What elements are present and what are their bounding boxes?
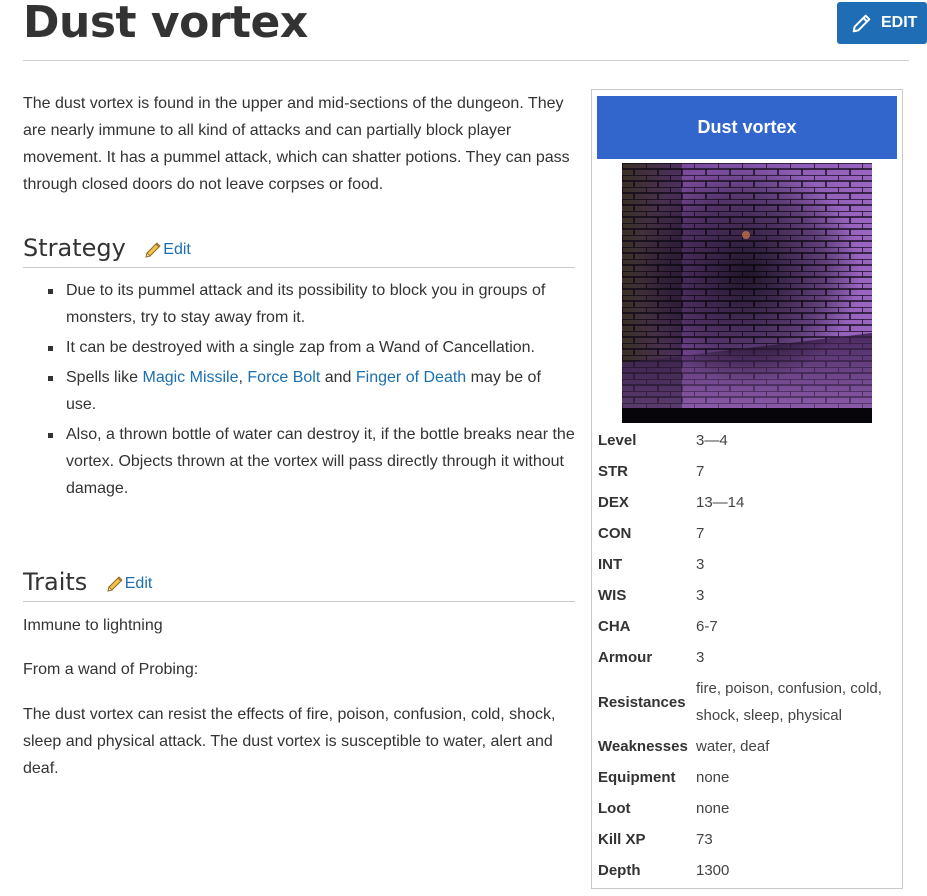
stat-label: DEX [598, 494, 629, 511]
dungeon-wall-image [622, 163, 872, 423]
stat-label: CHA [598, 618, 631, 635]
stat-value: 73 [696, 831, 713, 848]
stat-label: Resistances [598, 693, 686, 711]
stats-table [598, 425, 898, 886]
edit-page-label: EDIT [881, 14, 918, 31]
strategy-edit-link[interactable] [144, 241, 191, 258]
stat-row [598, 518, 898, 549]
edit-page-button[interactable] [837, 2, 927, 44]
stat-value: 3 [696, 556, 705, 573]
traits-heading [23, 568, 575, 602]
traits-paragraph: From a wand of Probing: [23, 661, 199, 678]
traits-heading-text: Traits [23, 568, 88, 596]
strategy-list [23, 277, 575, 505]
stat-label: Weaknesses [598, 738, 688, 755]
stat-row [598, 731, 898, 762]
stat-value: 7 [696, 525, 705, 542]
stat-label: Depth [598, 862, 641, 879]
strategy-heading [23, 234, 575, 268]
stat-value: none [696, 769, 730, 786]
stat-value: 1300 [696, 862, 730, 879]
stat-value: none [696, 800, 730, 817]
stat-label: Kill XP [598, 831, 646, 848]
force-bolt-link[interactable]: Force Bolt [247, 369, 321, 386]
list-item-sep: and [320, 369, 356, 386]
stat-value: 7 [696, 463, 705, 480]
stat-value: 3 [696, 649, 705, 666]
list-item [66, 277, 575, 331]
stat-row [598, 487, 898, 518]
stat-row [598, 549, 898, 580]
stat-label: Armour [598, 649, 653, 666]
stat-row [598, 762, 898, 793]
stat-label: Equipment [598, 769, 676, 786]
traits-paragraph: Immune to lightning [23, 617, 163, 634]
finger-of-death-link[interactable]: Finger of Death [355, 369, 467, 386]
list-item-pre: Spells like [66, 369, 143, 386]
stat-row [598, 673, 898, 731]
stat-row [598, 642, 898, 673]
stat-label: STR [598, 463, 628, 480]
traits-edit-link[interactable] [106, 575, 153, 592]
stat-row [598, 611, 898, 642]
pencil-icon [144, 241, 162, 259]
list-item-text: Due to its pummel attack and its possibility to block you in groups of monsters, try to stay away from it. [66, 282, 546, 326]
list-item-text: Also, a thrown bottle of water can destroy it, if the bottle breaks near the vortex. Objects thrown at the vortex will pass directly through it without damage. [66, 426, 575, 497]
stat-row [598, 793, 898, 824]
article-content [23, 90, 575, 777]
stat-label: WIS [598, 587, 627, 604]
stat-value: 6-7 [696, 618, 718, 635]
strategy-heading-text: Strategy [23, 234, 126, 262]
list-item [66, 421, 575, 502]
stat-label: Level [598, 432, 637, 449]
intro-paragraph: The dust vortex is found in the upper and mid-sections of the dungeon. They are nearly immune to all kind of attacks and can partially block player movement. It has a pummel attack, which can shatter potions. They can pass through closed doors do not leave corpses or food. [23, 95, 570, 193]
title-divider [23, 60, 909, 61]
pencil-icon [106, 575, 124, 593]
stat-value: 3 [696, 587, 705, 604]
stat-label: Loot [598, 800, 631, 817]
list-item-text: It can be destroyed with a single zap from a Wand of Cancellation. [66, 339, 535, 356]
traits-paragraph: The dust vortex can resist the effects of fire, poison, confusion, cold, shock, sleep and physical attack. The dust vortex is susceptible to water, alert and deaf. [23, 706, 556, 777]
list-item [66, 364, 575, 418]
stat-value: water, deaf [696, 738, 770, 755]
infobox [591, 89, 903, 889]
strategy-edit-label: Edit [163, 241, 191, 258]
traits-edit-label: Edit [124, 575, 153, 592]
stat-row [598, 425, 898, 456]
stat-value: 13—14 [696, 494, 745, 511]
stat-value: 3—4 [696, 432, 728, 449]
monster-image [622, 163, 872, 423]
stat-label: INT [598, 556, 623, 573]
pencil-icon [851, 12, 873, 34]
stat-value: fire, poison, confusion, cold, shock, sleep, physical [696, 680, 882, 724]
stat-row [598, 456, 898, 487]
list-item [66, 334, 575, 361]
magic-missile-link[interactable]: Magic Missile [142, 369, 239, 386]
infobox-title: Dust vortex [597, 96, 897, 159]
stat-row [598, 855, 898, 886]
list-item-post: may be of use. [66, 369, 541, 413]
stat-row [598, 580, 898, 611]
stat-row [598, 824, 898, 855]
page-title: Dust vortex [23, 0, 308, 48]
stat-label: CON [598, 525, 632, 542]
list-item-sep: , [238, 369, 248, 386]
